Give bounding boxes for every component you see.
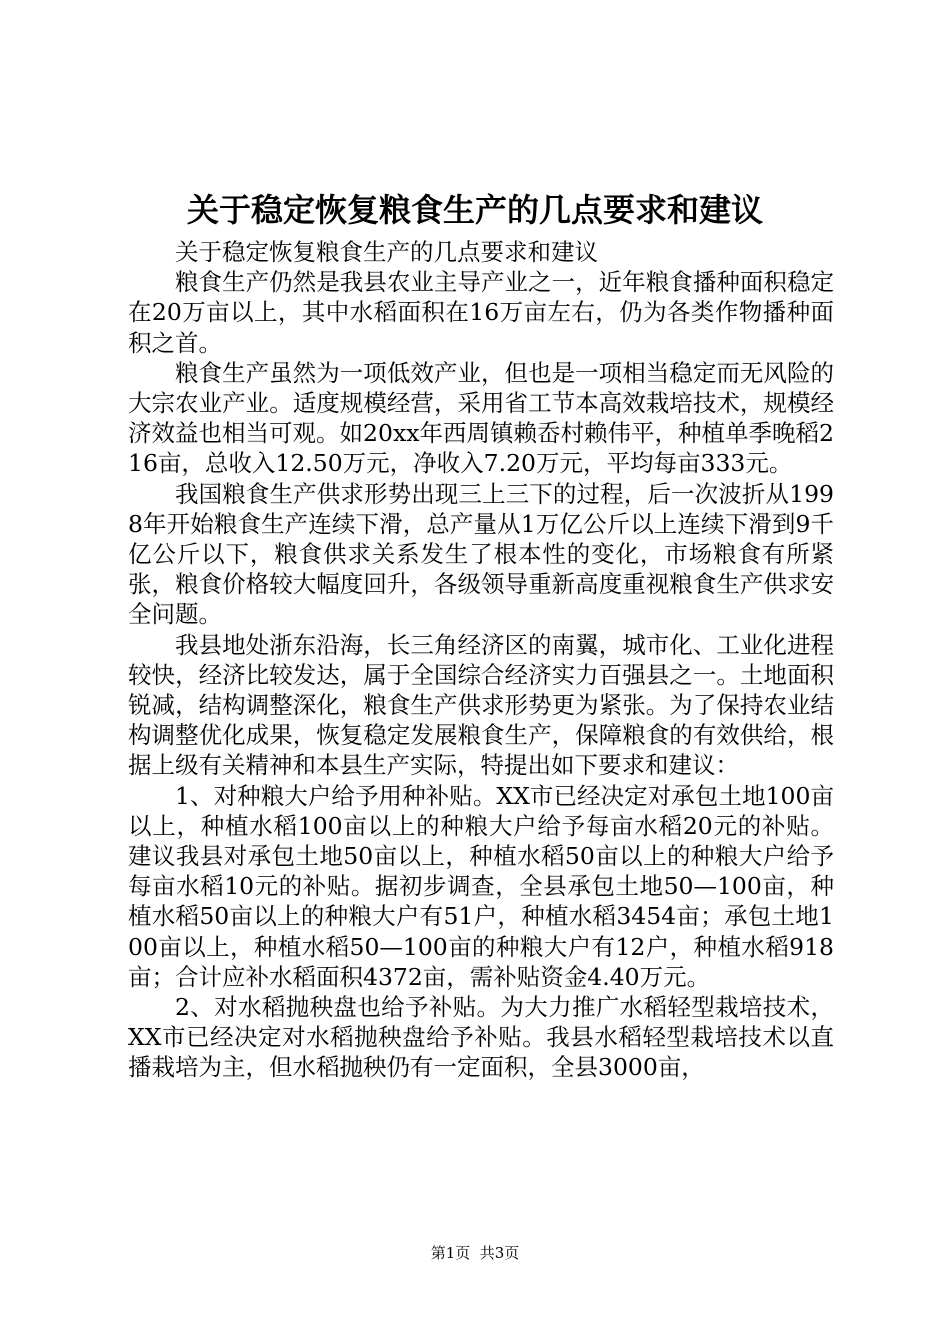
paragraph: 1、对种粮大户给予用种补贴。XX市已经决定对承包土地100亩以上，种植水稻100亩以上的种粮大户给予每亩水稻20元的补贴。建议我县对承包土地50亩以上，种植水稻50亩以上的种粮大户给予每亩水稻10元的补贴。据初步调查，全县承包土地50—100亩，种植水稻50亩以上的种粮大户有51户，种植水稻3454亩；承包土地100亩以上，种植水稻50—100亩的种粮大户有12户，种植水稻918亩；合计应补水稻面积4372亩，需补贴资金4.40万元。 [128,781,834,991]
paragraph: 我县地处浙东沿海，长三角经济区的南翼，城市化、工业化进程较快，经济比较发达，属于全国综合经济实力百强县之一。土地面积锐减，结构调整深化，粮食生产供求形势更为紧张。为了保持农业结构调整优化成果，恢复稳定发展粮食生产，保障粮食的有效供给，根据上级有关精神和本县生产实际，特提出如下要求和建议： [128,630,834,780]
paragraph: 2、对水稻抛秧盘也给予补贴。为大力推广水稻轻型栽培技术，XX市已经决定对水稻抛秧盘给予补贴。我县水稻轻型栽培技术以直播栽培为主，但水稻抛秧仍有一定面积，全县3000亩， [128,993,834,1082]
paragraph: 关于稳定恢复粮食生产的几点要求和建议 [175,238,598,266]
paragraph: 粮食生产仍然是我县农业主导产业之一，近年粮食播种面积稳定在20万亩以上，其中水稻面积在16万亩左右，仍为各类作物播种面积之首。 [128,268,834,357]
document-title: 关于稳定恢复粮食生产的几点要求和建议 [186,191,763,229]
paragraph: 我国粮食生产供求形势出现三上三下的过程，后一次波折从1998年开始粮食生产连续下滑，总产量从1万亿公斤以上连续下滑到9千亿公斤以下，粮食供求关系发生了根本性的变化，市场粮食有所紧张，粮食价格较大幅度回升，各级领导重新高度重视粮食生产供求安全问题。 [128,479,834,629]
document-body [128,237,834,1083]
page-footer: 第1页 共3页 [430,1244,520,1262]
paragraph: 粮食生产虽然为一项低效产业，但也是一项相当稳定而无风险的大宗农业产业。适度规模经营，采用省工节本高效栽培技术，规模经济效益也相当可观。如20xx年西周镇赖岙村赖伟平，种植单季晚稻216亩，总收入12.50万元，净收入7.20万元，平均每亩333元。 [128,358,834,478]
